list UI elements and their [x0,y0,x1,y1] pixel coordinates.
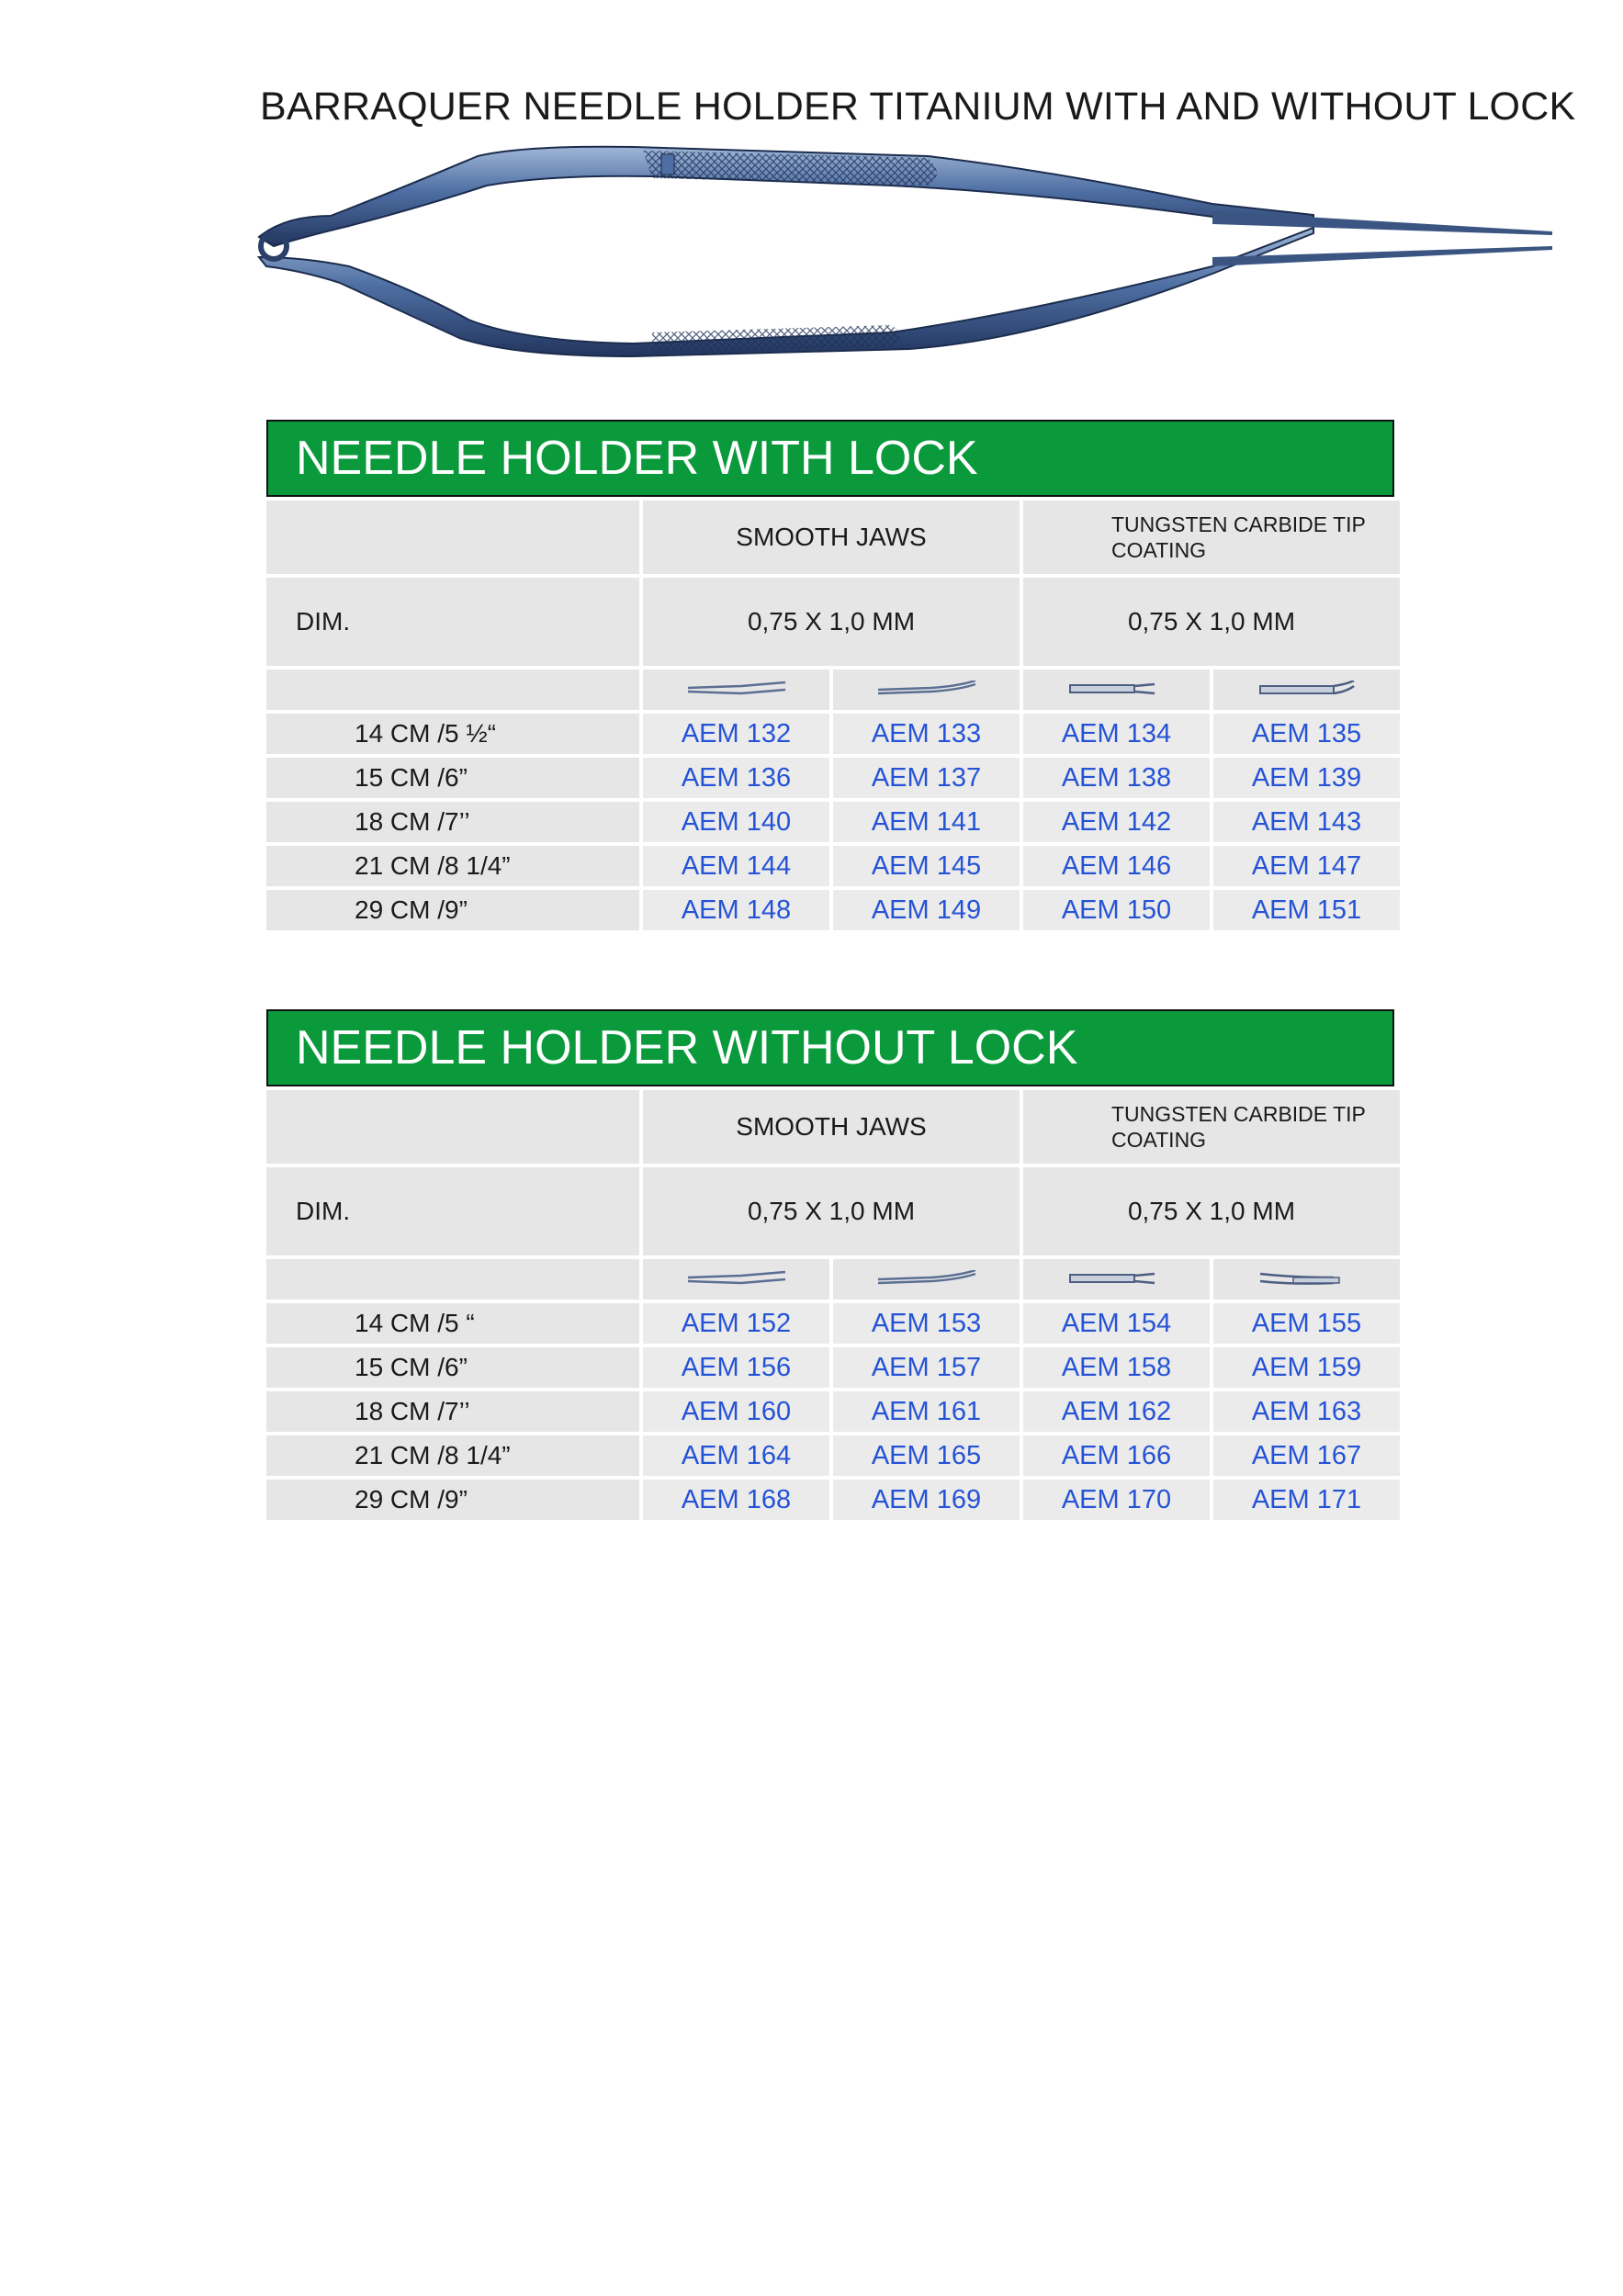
smooth-jaws-header: SMOOTH JAWS [643,501,1020,574]
straight-jaw-icon [643,1259,829,1300]
product-code: AEM 150 [1023,890,1210,930]
product-code: AEM 140 [643,802,829,842]
needle-holder-illustration [248,129,1561,358]
tungsten-label-line2: COATING [1111,538,1207,562]
product-code: AEM 170 [1023,1480,1210,1520]
product-code: AEM 161 [833,1391,1020,1432]
size-label: 14 CM /5 “ [266,1303,639,1344]
product-code: AEM 163 [1213,1391,1400,1432]
straight-jaw-icon [643,670,829,710]
product-code: AEM 133 [833,714,1020,754]
dim-label: DIM. [266,1167,639,1255]
product-code: AEM 158 [1023,1347,1210,1388]
without-lock-section [266,1009,1394,1520]
curved-jaw-icon [833,670,1020,710]
product-code: AEM 156 [643,1347,829,1388]
size-label: 21 CM /8 1/4” [266,846,639,886]
product-code: AEM 166 [1023,1435,1210,1476]
product-code: AEM 134 [1023,714,1210,754]
product-code: AEM 135 [1213,714,1400,754]
product-code: AEM 160 [643,1391,829,1432]
product-code: AEM 139 [1213,758,1400,798]
product-code: AEM 148 [643,890,829,930]
product-code: AEM 162 [1023,1391,1210,1432]
product-code: AEM 154 [1023,1303,1210,1344]
product-code: AEM 147 [1213,846,1400,886]
product-code: AEM 144 [643,846,829,886]
product-code: AEM 165 [833,1435,1020,1476]
product-code: AEM 157 [833,1347,1020,1388]
product-code: AEM 143 [1213,802,1400,842]
tungsten-header [1023,501,1400,574]
size-label: 18 CM /7’’ [266,1391,639,1432]
curved-jaw-icon [833,1259,1020,1300]
with-lock-section [266,420,1394,930]
size-label: 29 CM /9” [266,890,639,930]
product-table [266,501,1394,930]
product-code: AEM 167 [1213,1435,1400,1476]
product-code: AEM 155 [1213,1303,1400,1344]
product-code: AEM 146 [1023,846,1210,886]
straight-tc-jaw-icon [1023,1259,1210,1300]
product-code: AEM 145 [833,846,1020,886]
tungsten-dim-value: 0,75 X 1,0 MM [1023,578,1400,666]
page-title: BARRAQUER NEEDLE HOLDER TITANIUM WITH AND WITHOUT LOCK [260,84,1576,129]
straight-tc-jaw-icon [1023,670,1210,710]
size-label: 15 CM /6” [266,1347,639,1388]
smooth-dim-value: 0,75 X 1,0 MM [643,1167,1020,1255]
product-code: AEM 151 [1213,890,1400,930]
curved-tc-jaw-icon [1213,1259,1400,1300]
tungsten-dim-value: 0,75 X 1,0 MM [1023,1167,1400,1255]
product-code: AEM 152 [643,1303,829,1344]
product-code: AEM 141 [833,802,1020,842]
product-code: AEM 137 [833,758,1020,798]
product-code: AEM 164 [643,1435,829,1476]
product-code: AEM 153 [833,1303,1020,1344]
smooth-jaws-header: SMOOTH JAWS [643,1090,1020,1164]
header-empty-cell [266,501,639,574]
product-code: AEM 168 [643,1480,829,1520]
size-label: 14 CM /5 ½“ [266,714,639,754]
product-table [266,1090,1394,1520]
product-code: AEM 138 [1023,758,1210,798]
product-code: AEM 136 [643,758,829,798]
header-empty-cell [266,1090,639,1164]
tungsten-header [1023,1090,1400,1164]
dim-label: DIM. [266,578,639,666]
tungsten-label-line2: COATING [1111,1128,1207,1152]
product-code: AEM 159 [1213,1347,1400,1388]
size-label: 15 CM /6” [266,758,639,798]
product-code: AEM 132 [643,714,829,754]
size-label: 18 CM /7’’ [266,802,639,842]
section-heading: NEEDLE HOLDER WITH LOCK [266,420,1394,497]
product-code: AEM 169 [833,1480,1020,1520]
product-code: AEM 171 [1213,1480,1400,1520]
size-label: 29 CM /9” [266,1480,639,1520]
tungsten-label-line1: TUNGSTEN CARBIDE TIP [1111,1102,1366,1126]
curved-tc-jaw-icon [1213,670,1400,710]
smooth-dim-value: 0,75 X 1,0 MM [643,578,1020,666]
product-code: AEM 142 [1023,802,1210,842]
icon-row-empty-cell [266,1259,639,1300]
section-heading: NEEDLE HOLDER WITHOUT LOCK [266,1009,1394,1086]
icon-row-empty-cell [266,670,639,710]
tungsten-label-line1: TUNGSTEN CARBIDE TIP [1111,512,1366,536]
product-code: AEM 149 [833,890,1020,930]
size-label: 21 CM /8 1/4” [266,1435,639,1476]
